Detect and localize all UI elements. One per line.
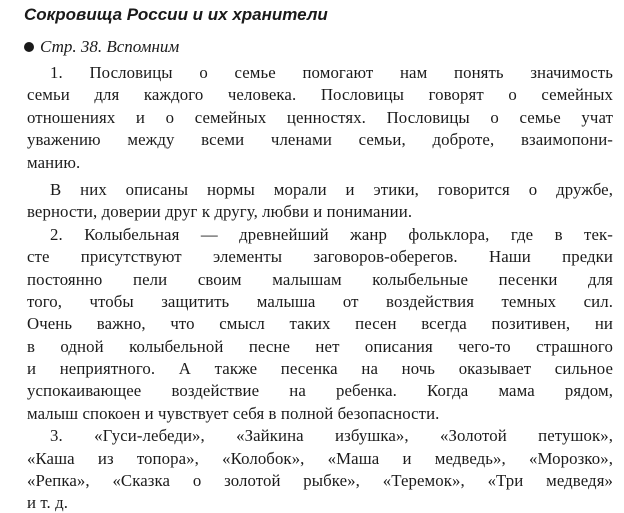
text-line: В них описаны нормы морали и этики, говорится о дружбе, [50, 179, 613, 199]
text-line: 1. Пословицы о семье помогают нам понять значимость [50, 63, 613, 82]
text-line: и т. д. [27, 493, 69, 513]
text-line: в одной колыбельной песне нет описания чего-то страшного [27, 336, 613, 356]
text-line: уважению между всеми членами семьи, доброте, взаимопони- [27, 130, 613, 150]
text-line: сте присутствуют элементы заговоров-оберегов. Наши предки [27, 247, 613, 267]
text-line: того, чтобы защитить малыша от воздействия темных сил. [27, 291, 613, 311]
text-line: успокаивающее воздействие на ребенка. Когда мама рядом, [27, 381, 613, 401]
text-line: и неприятного. А также песенка на ночь оказывает сильное [27, 359, 613, 379]
text-line: Очень важно, что смысл таких песен всегда позитивен, ни [27, 314, 613, 334]
subheading-text: Стр. 38. Вспомним [40, 37, 180, 56]
text-line: верности, доверии друг к другу, любви и понимании. [27, 202, 413, 222]
text-line: 3. «Гуси-лебеди», «Зайкина избушка», «Золотой петушок», [50, 426, 613, 446]
text-line: 2. Колыбельная — древнейший жанр фольклора, где в тек- [50, 224, 613, 244]
text-line: манию. [27, 152, 81, 172]
bullet-icon [24, 42, 34, 52]
text-line: семьи для каждого человека. Пословицы говорят о семейных [27, 85, 613, 105]
text-line: «Репка», «Сказка о золотой рыбке», «Теремок», «Три медведя» [27, 471, 613, 491]
section-title: Сокровища России и их хранители [24, 5, 328, 24]
text-line: «Каша из топора», «Колобок», «Маша и медведь», «Морозко», [27, 448, 613, 468]
subheading [24, 36, 179, 58]
text-line: постоянно пели своим малышам колыбельные песенки для [27, 269, 613, 289]
text-line: отношениях и о семейных ценностях. Пословицы о семье учат [27, 107, 613, 127]
text-line: малыш спокоен и чувствует себя в полной безопасности. [27, 403, 440, 423]
body-text [27, 62, 613, 513]
